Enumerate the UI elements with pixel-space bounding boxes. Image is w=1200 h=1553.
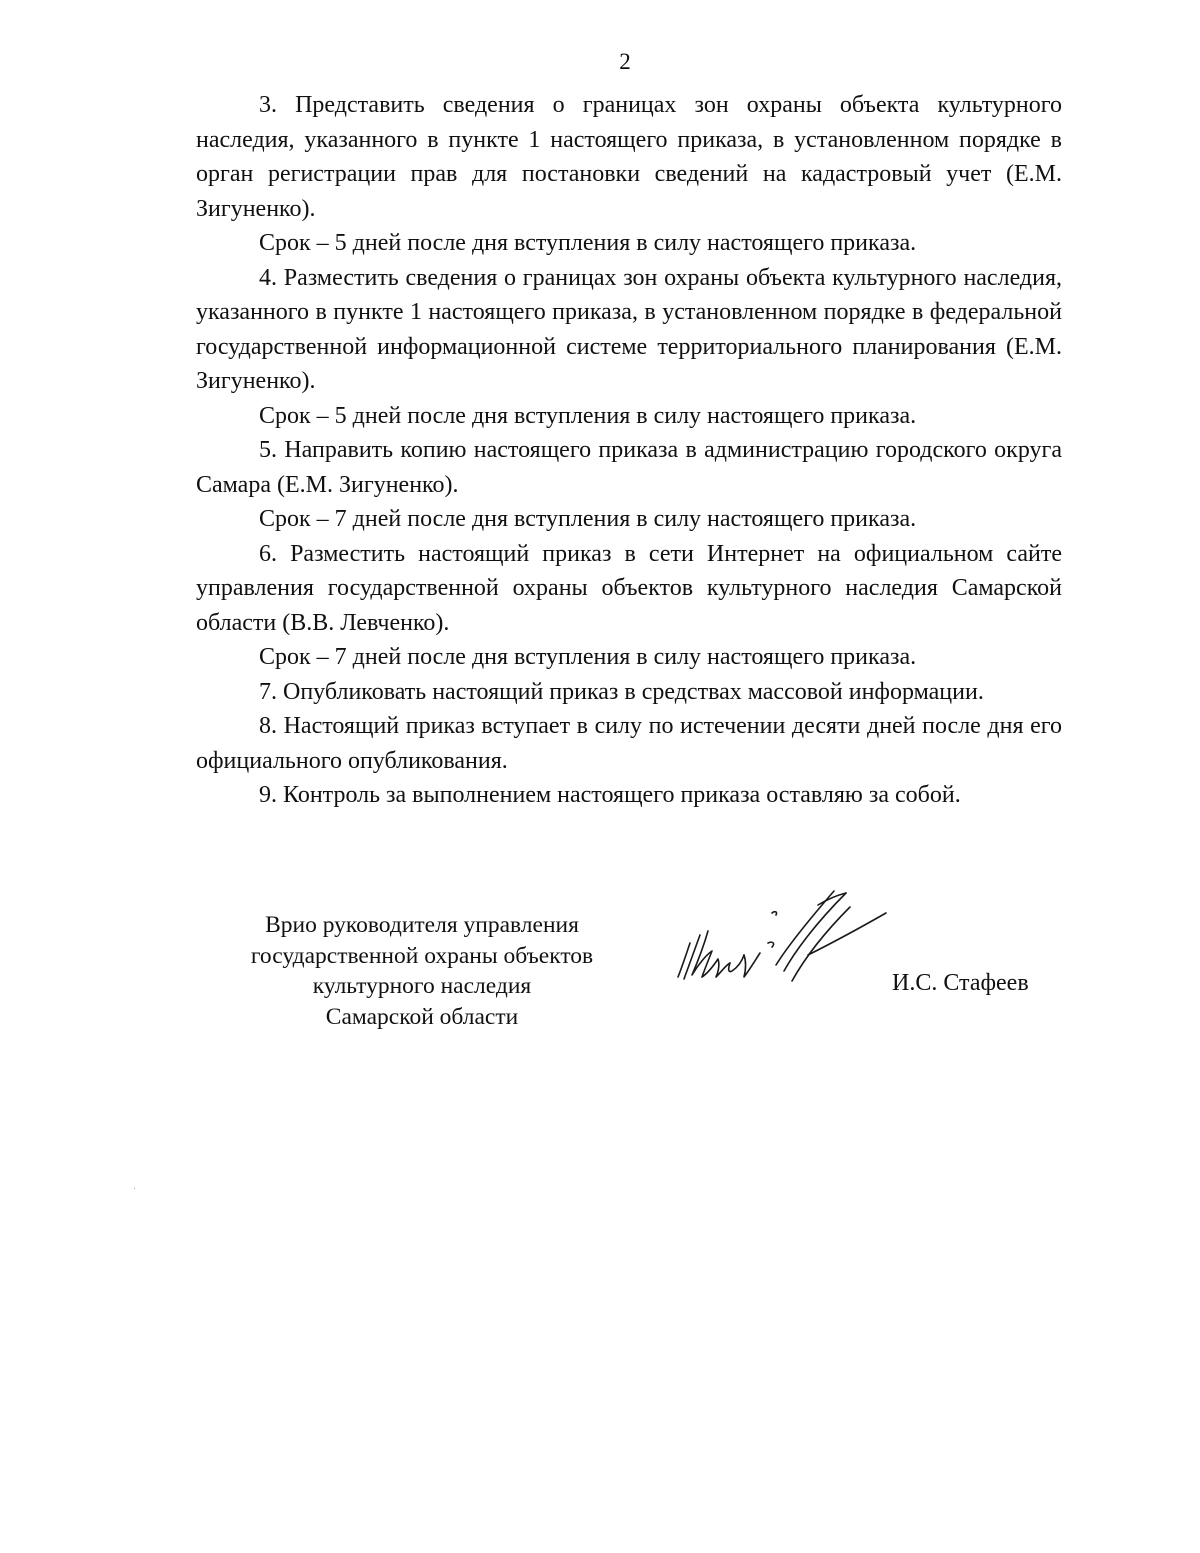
paragraph-item-8: 8. Настоящий приказ вступает в силу по истечении десяти дней после дня его официального опубликования. bbox=[196, 713, 1062, 774]
scan-artifact bbox=[134, 1188, 135, 1189]
signatory-position-line: государственной охраны объектов bbox=[250, 942, 594, 969]
signatory-position-line: культурного наследия bbox=[312, 973, 532, 999]
signatory-position-line: Врио руководителя управления bbox=[265, 912, 579, 938]
deadline-item-6: Срок – 7 дней после дня вступления в силу настоящего приказа. bbox=[259, 644, 917, 670]
signer-name: И.С. Стафеев bbox=[892, 970, 1029, 996]
document-body bbox=[196, 88, 1062, 813]
page-number: 2 bbox=[619, 49, 631, 74]
paragraph-item-5: 5. Направить копию настоящего приказа в администрацию городского округа Самара (Е.М. Зигуненко). bbox=[196, 437, 1062, 498]
signatory-position-line: Самарской области bbox=[325, 1003, 519, 1030]
paragraph-item-7: 7. Опубликовать настоящий приказ в средствах массовой информации. bbox=[259, 678, 984, 705]
signatory-position bbox=[222, 910, 622, 1032]
deadline-item-5: Срок – 7 дней после дня вступления в силу настоящего приказа. bbox=[259, 506, 917, 532]
paragraph-item-4: 4. Разместить сведения о границах зон охраны объекта культурного наследия, указанного в пункте 1 настоящего приказа, в установленном порядке в федеральной государственной информационной системе территориального планирования (Е.М. Зигуненко). bbox=[196, 264, 1062, 394]
paragraph-item-9: 9. Контроль за выполнением настоящего приказа оставляю за собой. bbox=[259, 782, 961, 808]
paragraph-item-6: 6. Разместить настоящий приказ в сети Интернет на официальном сайте управления государственной охраны объектов культурного наследия Самарской области (В.В. Левченко). bbox=[196, 540, 1062, 636]
handwritten-signature bbox=[668, 885, 898, 995]
deadline-item-4: Срок – 5 дней после дня вступления в силу настоящего приказа. bbox=[259, 402, 917, 429]
deadline-item-3: Срок – 5 дней после дня вступления в силу настоящего приказа. bbox=[259, 230, 917, 256]
paragraph-item-3: 3. Представить сведения о границах зон охраны объекта культурного наследия, указанного в пункте 1 настоящего приказа, в установленном порядке в орган регистрации прав для постановки сведений на кадастровый учет (Е.М. Зигуненко). bbox=[196, 92, 1062, 222]
